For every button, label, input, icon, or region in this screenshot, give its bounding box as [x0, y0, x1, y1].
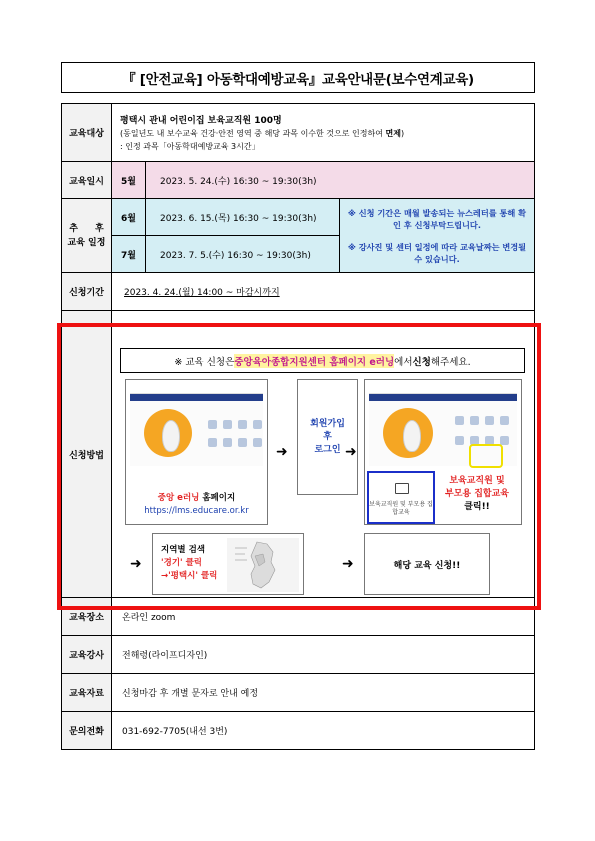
region-line1: 지역별 검색	[161, 545, 206, 555]
menu-icon	[208, 420, 217, 429]
join-line2: 후	[323, 431, 332, 442]
july-month: 7월	[112, 236, 146, 273]
materials-text: 신청마감 후 개별 문자로 안내 예정	[112, 674, 535, 712]
mouse-icon	[162, 420, 180, 452]
row-followup-june	[62, 199, 535, 236]
label-materials: 교육자료	[62, 674, 112, 712]
target-line1: 평택시 관내 어린이집 보육교직원 100명	[120, 116, 282, 126]
homepage-title-red: 중앙 e러닝	[157, 493, 200, 503]
label-followup-line1: 추 후	[69, 223, 104, 234]
arrow-right-icon: ➜	[130, 556, 142, 572]
target-line2	[120, 128, 526, 139]
group-training-menu-zoom[interactable]	[367, 471, 435, 524]
notice-pre: ※ 교육 신청은	[174, 356, 235, 368]
notice-mid: 에서	[394, 356, 413, 368]
notice-bold: 신청	[412, 356, 431, 368]
mouse-icon	[403, 420, 421, 452]
click-line3: 클릭!!	[464, 502, 490, 512]
target-content	[112, 104, 535, 162]
group-training-menu-label: 보육교직원 및 부모용 집합교육	[369, 501, 433, 516]
followup-note2: ※ 강사진 및 센터 일정에 따라 교육날짜는 변경될 수 있습니다.	[347, 241, 527, 264]
label-followup	[62, 199, 112, 273]
label-date: 교육일시	[62, 162, 112, 199]
homepage-icon-row-2	[208, 438, 262, 447]
final-apply-step: 해당 교육 신청!!	[364, 533, 490, 595]
homepage-caption	[126, 492, 267, 518]
label-instructor: 교육강사	[62, 636, 112, 674]
menu-icon	[470, 416, 479, 425]
menu-icon	[455, 436, 464, 445]
june-datetime: 2023. 6. 15.(목) 16:30 ~ 19:30(3h)	[146, 199, 340, 236]
row-contact	[62, 712, 535, 750]
menu-nav	[369, 394, 517, 401]
menu-icon	[455, 416, 464, 425]
menu-topbar	[369, 384, 517, 394]
menu-icon	[500, 416, 509, 425]
label-method: 신청방법	[62, 311, 112, 598]
click-line2: 부모용 집합교육	[445, 489, 509, 499]
menu-icon-row	[455, 416, 509, 425]
arrow-right-icon: ➜	[342, 556, 354, 572]
label-target: 교육대상	[62, 104, 112, 162]
group-training-highlight	[469, 444, 503, 468]
label-contact: 문의전화	[62, 712, 112, 750]
menu-icon	[208, 438, 217, 447]
row-instructor	[62, 636, 535, 674]
period-text: 2023. 4. 24.(월) 14:00 ~ 마감시까지	[124, 288, 280, 298]
map-icon	[227, 538, 299, 592]
menu-icon	[223, 438, 232, 447]
document-title: 『 [안전교육] 아동학대예방교육』교육안내문(보수연계교육)	[61, 62, 535, 93]
menu-icon	[238, 420, 247, 429]
method-notice	[120, 348, 525, 373]
join-line1: 회원가입	[310, 418, 345, 429]
menu-icon	[253, 420, 262, 429]
followup-notes	[340, 199, 535, 273]
row-date	[62, 162, 535, 199]
followup-note1: ※ 신청 기간은 매월 발송되는 뉴스레터를 통해 확인 후 신청부탁드립니다.	[347, 207, 527, 230]
korea-map-thumbnail	[227, 538, 299, 592]
row-target	[62, 104, 535, 162]
click-line1: 보육교직원 및	[449, 476, 505, 486]
target-exempt: 면제	[385, 129, 401, 138]
homepage-url[interactable]: https://lms.educare.or.kr	[144, 506, 249, 516]
click-instruction	[437, 475, 517, 514]
region-search-step	[152, 533, 304, 595]
arrow-right-icon: ➜	[276, 444, 288, 460]
homepage-title-black: 홈페이지	[199, 493, 236, 503]
notice-post: 해주세요.	[430, 356, 471, 368]
contact-text: 031-692-7705(내선 3번)	[112, 712, 535, 750]
row-place	[62, 598, 535, 636]
join-line3: 로그인	[314, 444, 341, 455]
instructor-text: 전해령(라이프디자인)	[112, 636, 535, 674]
menu-icon	[223, 420, 232, 429]
arrow-right-icon: ➜	[345, 444, 357, 460]
region-line3: →'평택시' 클릭	[161, 571, 218, 581]
row-materials	[62, 674, 535, 712]
join-login-step	[297, 379, 358, 495]
label-period: 신청기간	[62, 273, 112, 311]
menu-icon	[485, 416, 494, 425]
date-month: 5월	[112, 162, 146, 199]
june-month: 6월	[112, 199, 146, 236]
region-line2: '경기' 클릭	[161, 558, 203, 568]
homepage-title	[126, 492, 267, 505]
target-line3: : 인정 과목「아동학대예방교육 3시간」	[120, 142, 260, 151]
homepage-nav	[130, 394, 263, 401]
region-instructions	[161, 544, 217, 583]
label-followup-line2: 교육 일정	[67, 237, 106, 248]
homepage-panel	[125, 379, 268, 525]
homepage-topbar	[130, 384, 263, 394]
presentation-board-icon	[395, 483, 409, 494]
target-line2-pre: (동일년도 내 보수교육 건강·안전 영역 중 해당 과목 이수한 것으로 인정하여	[120, 129, 386, 138]
july-datetime: 2023. 7. 5.(수) 16:30 ~ 19:30(3h)	[146, 236, 340, 273]
menu-icon	[238, 438, 247, 447]
menu-icon	[253, 438, 262, 447]
homepage-screenshot	[130, 384, 263, 466]
row-period	[62, 273, 535, 311]
period-cell	[112, 273, 535, 311]
label-place: 교육장소	[62, 598, 112, 636]
menu-icon	[500, 436, 509, 445]
homepage-icon-row	[208, 420, 262, 429]
notice-highlight: 중앙육아종합지원센터 홈페이지 e러닝	[234, 354, 394, 368]
date-datetime: 2023. 5. 24.(수) 16:30 ~ 19:30(3h)	[146, 162, 535, 199]
place-text: 온라인 zoom	[112, 598, 535, 636]
target-line2-post: )	[400, 129, 405, 138]
